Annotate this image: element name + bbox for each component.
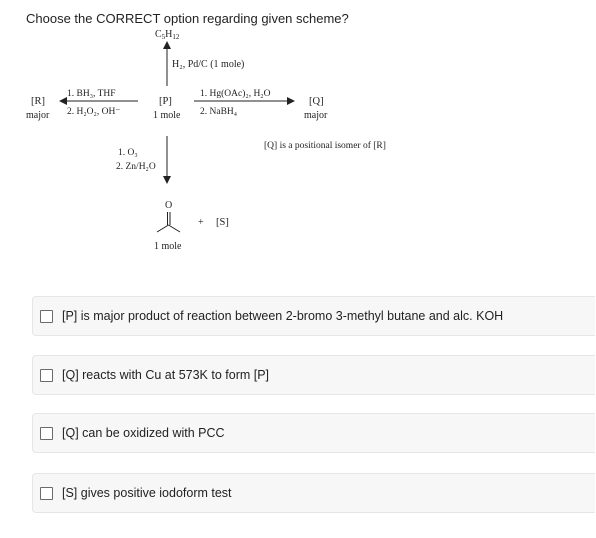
left-reagent-2: 2. H₂O₂, OH⁻ — [67, 107, 121, 117]
question-text: Choose the CORRECT option regarding given scheme? — [26, 11, 349, 26]
down-reagent-1: 1. O₃ — [118, 148, 138, 158]
option-3[interactable] — [32, 413, 595, 453]
option-4[interactable] — [32, 473, 595, 513]
center-amount: 1 mole — [153, 110, 181, 121]
left-reagent-1: 1. BH₃, THF — [67, 89, 116, 99]
right-product-note: major — [304, 110, 328, 121]
option-2-label: [Q] reacts with Cu at 573K to form [P] — [62, 368, 270, 382]
center-label: [P] — [159, 96, 172, 107]
s-label: [S] — [216, 217, 229, 228]
top-formula: $C_5H_{12}$ — [155, 29, 180, 41]
isomer-note: [Q] is a positional isomer of [R] — [264, 141, 386, 151]
option-2-checkbox[interactable] — [40, 369, 53, 382]
right-product: [Q] — [309, 96, 324, 107]
ketone-amount: 1 mole — [154, 241, 182, 252]
option-2[interactable] — [32, 355, 595, 395]
down-reagent-2: 2. Zn/H₂O — [116, 162, 156, 172]
acetone-structure — [157, 200, 180, 232]
right-reagent-1: 1. Hg(OAc)₂, H₂O — [200, 89, 271, 99]
option-1-checkbox[interactable] — [40, 310, 53, 323]
option-3-checkbox[interactable] — [40, 427, 53, 440]
left-product-note: major — [26, 110, 50, 121]
ketone-oxygen: O — [165, 200, 173, 211]
plus-sign: + — [198, 217, 204, 228]
option-4-checkbox[interactable] — [40, 487, 53, 500]
left-product: [R] — [31, 96, 45, 107]
option-1[interactable] — [32, 296, 595, 336]
option-4-label: [S] gives positive iodoform test — [62, 486, 232, 500]
up-reagent: H₂, Pd/C (1 mole) — [172, 59, 245, 70]
right-reagent-2: 2. NaBH₄ — [200, 107, 238, 117]
option-1-label: [P] is major product of reaction between 2-bromo 3-methyl butane and alc. KOH — [62, 309, 504, 323]
option-3-label: [Q] can be oxidized with PCC — [62, 426, 225, 440]
